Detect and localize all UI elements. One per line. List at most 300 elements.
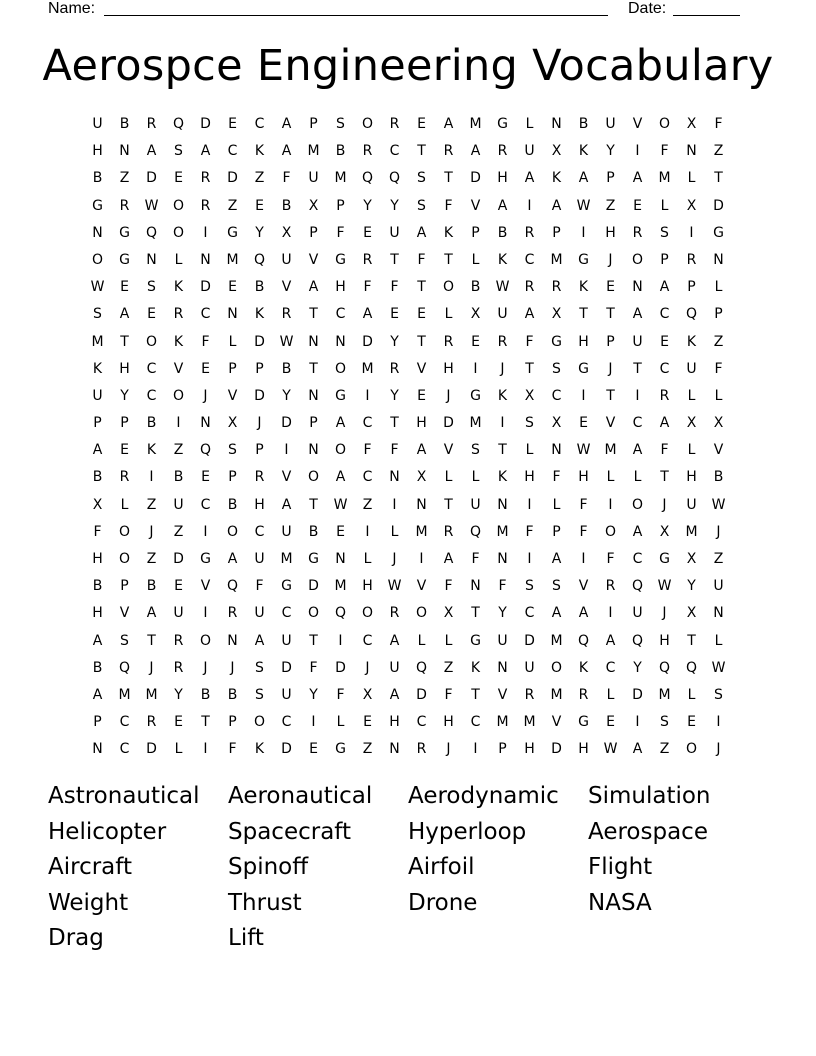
- grid-letter[interactable]: E: [417, 306, 426, 323]
- grid-letter[interactable]: Z: [713, 143, 724, 160]
- grid-letter[interactable]: H: [335, 279, 346, 296]
- grid-letter[interactable]: Z: [173, 442, 184, 459]
- grid-letter[interactable]: Z: [119, 170, 130, 187]
- grid-letter[interactable]: Y: [687, 578, 696, 595]
- grid-letter[interactable]: J: [203, 387, 208, 404]
- grid-letter[interactable]: P: [93, 415, 102, 432]
- grid-letter[interactable]: V: [605, 415, 616, 432]
- grid-letter[interactable]: O: [334, 360, 347, 377]
- grid-letter[interactable]: C: [362, 415, 373, 432]
- grid-letter[interactable]: J: [662, 496, 667, 513]
- grid-letter[interactable]: Y: [255, 224, 264, 241]
- grid-letter[interactable]: X: [551, 143, 562, 160]
- grid-letter[interactable]: S: [714, 686, 723, 703]
- grid-letter[interactable]: D: [362, 333, 373, 350]
- grid-letter[interactable]: D: [416, 686, 427, 703]
- grid-letter[interactable]: L: [174, 741, 183, 758]
- grid-letter[interactable]: J: [662, 605, 667, 622]
- grid-letter[interactable]: W: [144, 197, 159, 214]
- grid-letter[interactable]: F: [552, 469, 561, 486]
- grid-letter[interactable]: O: [334, 442, 347, 459]
- grid-letter[interactable]: U: [686, 360, 697, 377]
- grid-letter[interactable]: T: [606, 306, 615, 323]
- grid-letter[interactable]: G: [659, 551, 670, 567]
- grid-letter[interactable]: T: [633, 360, 642, 377]
- grid-letter[interactable]: H: [443, 714, 454, 731]
- grid-letter[interactable]: Q: [361, 170, 374, 187]
- grid-letter[interactable]: I: [203, 523, 208, 540]
- grid-letter[interactable]: B: [173, 469, 184, 486]
- grid-letter[interactable]: H: [92, 143, 103, 160]
- grid-letter[interactable]: A: [335, 415, 346, 432]
- grid-letter[interactable]: E: [579, 415, 588, 432]
- grid-letter[interactable]: S: [417, 170, 426, 187]
- grid-letter[interactable]: F: [525, 333, 534, 350]
- grid-letter[interactable]: C: [146, 387, 157, 404]
- grid-letter[interactable]: D: [173, 551, 184, 567]
- grid-letter[interactable]: G: [308, 551, 319, 567]
- grid-letter[interactable]: B: [470, 279, 481, 296]
- grid-letter[interactable]: R: [686, 251, 697, 268]
- grid-letter[interactable]: I: [689, 224, 694, 241]
- grid-letter[interactable]: O: [118, 523, 131, 540]
- grid-letter[interactable]: O: [631, 251, 644, 268]
- grid-letter[interactable]: F: [93, 523, 102, 540]
- grid-letter[interactable]: L: [552, 496, 561, 513]
- grid-letter[interactable]: C: [389, 143, 400, 160]
- grid-letter[interactable]: F: [336, 686, 345, 703]
- grid-letter[interactable]: F: [660, 143, 669, 160]
- grid-letter[interactable]: D: [281, 741, 292, 758]
- grid-letter[interactable]: C: [362, 632, 373, 649]
- grid-letter[interactable]: M: [496, 714, 509, 731]
- grid-letter[interactable]: N: [389, 741, 400, 758]
- grid-letter[interactable]: Q: [658, 659, 671, 676]
- grid-letter[interactable]: S: [552, 578, 561, 595]
- grid-letter[interactable]: L: [525, 442, 534, 459]
- grid-letter[interactable]: A: [632, 523, 643, 540]
- grid-letter[interactable]: F: [471, 551, 480, 567]
- grid-letter[interactable]: C: [659, 360, 670, 377]
- grid-letter[interactable]: F: [579, 523, 588, 540]
- grid-letter[interactable]: D: [551, 741, 562, 758]
- grid-letter[interactable]: V: [470, 197, 481, 214]
- grid-letter[interactable]: C: [200, 496, 211, 513]
- grid-letter[interactable]: N: [416, 496, 427, 513]
- grid-letter[interactable]: W: [279, 333, 294, 350]
- grid-letter[interactable]: C: [281, 714, 292, 731]
- grid-letter[interactable]: Y: [174, 686, 183, 703]
- grid-letter[interactable]: X: [713, 415, 724, 432]
- grid-letter[interactable]: G: [578, 360, 589, 377]
- grid-letter[interactable]: A: [551, 605, 562, 622]
- grid-letter[interactable]: B: [92, 170, 103, 187]
- grid-letter[interactable]: U: [281, 251, 292, 268]
- grid-letter[interactable]: J: [716, 741, 721, 758]
- grid-letter[interactable]: S: [93, 306, 102, 323]
- grid-letter[interactable]: V: [713, 442, 724, 459]
- grid-letter[interactable]: N: [119, 143, 130, 160]
- grid-letter[interactable]: R: [416, 741, 427, 758]
- grid-letter[interactable]: A: [119, 306, 130, 323]
- grid-letter[interactable]: X: [686, 197, 697, 214]
- grid-letter[interactable]: D: [200, 116, 211, 132]
- grid-letter[interactable]: T: [309, 496, 318, 513]
- grid-letter[interactable]: T: [660, 469, 669, 486]
- grid-letter[interactable]: C: [281, 605, 292, 622]
- grid-letter[interactable]: F: [606, 551, 615, 567]
- grid-letter[interactable]: D: [146, 741, 157, 758]
- grid-letter[interactable]: V: [308, 251, 319, 268]
- grid-letter[interactable]: K: [578, 659, 589, 676]
- grid-letter[interactable]: Q: [685, 306, 698, 323]
- grid-letter[interactable]: Q: [145, 224, 158, 241]
- grid-letter[interactable]: I: [203, 741, 208, 758]
- grid-letter[interactable]: Q: [226, 578, 239, 595]
- grid-letter[interactable]: B: [713, 469, 724, 486]
- grid-letter[interactable]: K: [443, 224, 454, 241]
- grid-letter[interactable]: N: [389, 469, 400, 486]
- grid-letter[interactable]: H: [524, 469, 535, 486]
- grid-letter[interactable]: Q: [118, 659, 131, 676]
- grid-letter[interactable]: A: [632, 741, 643, 758]
- grid-letter[interactable]: T: [714, 170, 723, 187]
- grid-letter[interactable]: D: [227, 170, 238, 187]
- grid-letter[interactable]: X: [443, 605, 454, 622]
- grid-letter[interactable]: O: [685, 741, 698, 758]
- grid-letter[interactable]: K: [254, 306, 265, 323]
- grid-letter[interactable]: T: [390, 415, 399, 432]
- grid-letter[interactable]: P: [309, 224, 318, 241]
- grid-letter[interactable]: G: [497, 116, 508, 132]
- grid-letter[interactable]: D: [254, 333, 265, 350]
- grid-letter[interactable]: H: [389, 714, 400, 731]
- grid-letter[interactable]: O: [307, 469, 320, 486]
- grid-letter[interactable]: T: [201, 714, 210, 731]
- grid-letter[interactable]: K: [173, 279, 184, 296]
- grid-letter[interactable]: K: [254, 143, 265, 160]
- grid-letter[interactable]: M: [118, 686, 131, 703]
- grid-letter[interactable]: R: [173, 659, 184, 676]
- grid-letter[interactable]: U: [254, 605, 265, 622]
- grid-letter[interactable]: U: [281, 523, 292, 540]
- grid-letter[interactable]: R: [281, 306, 292, 323]
- grid-letter[interactable]: G: [227, 224, 238, 241]
- grid-letter[interactable]: P: [228, 714, 237, 731]
- grid-letter[interactable]: C: [362, 469, 373, 486]
- grid-letter[interactable]: Q: [631, 578, 644, 595]
- grid-letter[interactable]: M: [523, 714, 536, 731]
- grid-letter[interactable]: W: [90, 279, 105, 296]
- grid-letter[interactable]: V: [416, 360, 427, 377]
- grid-letter[interactable]: U: [605, 116, 616, 132]
- grid-letter[interactable]: G: [470, 632, 481, 649]
- grid-letter[interactable]: I: [365, 523, 370, 540]
- grid-letter[interactable]: R: [200, 170, 211, 187]
- grid-letter[interactable]: N: [551, 442, 562, 459]
- grid-letter[interactable]: O: [550, 659, 563, 676]
- grid-letter[interactable]: D: [443, 415, 454, 432]
- grid-letter[interactable]: O: [415, 605, 428, 622]
- date-blank-line[interactable]: [673, 15, 740, 16]
- grid-letter[interactable]: G: [470, 387, 481, 404]
- grid-letter[interactable]: K: [470, 659, 481, 676]
- grid-letter[interactable]: I: [311, 714, 316, 731]
- grid-letter[interactable]: M: [415, 523, 428, 540]
- grid-letter[interactable]: S: [147, 279, 156, 296]
- grid-letter[interactable]: T: [417, 143, 426, 160]
- grid-letter[interactable]: A: [443, 116, 454, 132]
- grid-letter[interactable]: M: [307, 143, 320, 160]
- grid-letter[interactable]: R: [524, 224, 535, 241]
- grid-letter[interactable]: W: [495, 279, 510, 296]
- grid-letter[interactable]: U: [524, 143, 535, 160]
- grid-letter[interactable]: N: [497, 659, 508, 676]
- grid-letter[interactable]: G: [335, 251, 346, 268]
- grid-letter[interactable]: F: [201, 333, 210, 350]
- grid-letter[interactable]: S: [660, 714, 669, 731]
- grid-letter[interactable]: A: [281, 116, 292, 132]
- grid-letter[interactable]: F: [363, 279, 372, 296]
- grid-letter[interactable]: B: [227, 686, 238, 703]
- grid-letter[interactable]: T: [444, 496, 453, 513]
- grid-letter[interactable]: F: [714, 116, 723, 132]
- grid-letter[interactable]: B: [119, 116, 130, 132]
- grid-letter[interactable]: U: [632, 333, 643, 350]
- grid-letter[interactable]: K: [92, 360, 103, 377]
- grid-letter[interactable]: C: [605, 659, 616, 676]
- grid-letter[interactable]: P: [471, 224, 480, 241]
- grid-letter[interactable]: X: [659, 523, 670, 540]
- grid-letter[interactable]: Q: [199, 442, 212, 459]
- grid-letter[interactable]: A: [362, 306, 373, 323]
- grid-letter[interactable]: H: [578, 741, 589, 758]
- grid-letter[interactable]: K: [497, 469, 508, 486]
- grid-letter[interactable]: U: [389, 659, 400, 676]
- grid-letter[interactable]: B: [281, 197, 292, 214]
- grid-letter[interactable]: A: [389, 632, 400, 649]
- grid-letter[interactable]: X: [686, 415, 697, 432]
- grid-letter[interactable]: L: [444, 469, 453, 486]
- grid-letter[interactable]: X: [92, 496, 103, 513]
- grid-letter[interactable]: M: [550, 632, 563, 649]
- grid-letter[interactable]: Q: [253, 251, 266, 268]
- grid-letter[interactable]: J: [149, 523, 154, 540]
- grid-letter[interactable]: N: [308, 442, 319, 459]
- grid-letter[interactable]: U: [281, 686, 292, 703]
- grid-letter[interactable]: S: [255, 659, 264, 676]
- grid-letter[interactable]: W: [603, 741, 618, 758]
- grid-letter[interactable]: C: [551, 387, 562, 404]
- grid-letter[interactable]: L: [471, 251, 480, 268]
- grid-letter[interactable]: O: [172, 387, 185, 404]
- grid-letter[interactable]: E: [201, 469, 210, 486]
- grid-letter[interactable]: L: [687, 442, 696, 459]
- grid-letter[interactable]: Y: [120, 387, 129, 404]
- grid-letter[interactable]: L: [687, 170, 696, 187]
- grid-letter[interactable]: Y: [390, 197, 399, 214]
- grid-letter[interactable]: R: [443, 523, 454, 540]
- grid-letter[interactable]: S: [660, 224, 669, 241]
- grid-letter[interactable]: L: [660, 197, 669, 214]
- grid-letter[interactable]: G: [335, 741, 346, 758]
- grid-letter[interactable]: T: [309, 360, 318, 377]
- grid-letter[interactable]: Y: [282, 387, 291, 404]
- grid-letter[interactable]: D: [713, 197, 724, 214]
- grid-letter[interactable]: A: [416, 224, 427, 241]
- grid-letter[interactable]: D: [281, 415, 292, 432]
- grid-letter[interactable]: J: [392, 551, 397, 567]
- grid-letter[interactable]: V: [173, 360, 184, 377]
- grid-letter[interactable]: B: [92, 578, 103, 595]
- grid-letter[interactable]: T: [417, 279, 426, 296]
- grid-letter[interactable]: O: [91, 251, 104, 268]
- grid-letter[interactable]: T: [147, 632, 156, 649]
- grid-letter[interactable]: F: [714, 360, 723, 377]
- grid-letter[interactable]: H: [605, 224, 616, 241]
- grid-letter[interactable]: B: [146, 415, 157, 432]
- grid-letter[interactable]: B: [92, 469, 103, 486]
- grid-letter[interactable]: A: [281, 143, 292, 160]
- grid-letter[interactable]: D: [470, 170, 481, 187]
- grid-letter[interactable]: H: [686, 469, 697, 486]
- grid-letter[interactable]: A: [443, 551, 454, 567]
- grid-letter[interactable]: T: [309, 306, 318, 323]
- grid-letter[interactable]: O: [226, 523, 239, 540]
- grid-letter[interactable]: N: [308, 333, 319, 350]
- grid-letter[interactable]: E: [147, 306, 156, 323]
- grid-letter[interactable]: T: [309, 632, 318, 649]
- grid-letter[interactable]: C: [254, 523, 265, 540]
- grid-letter[interactable]: F: [390, 279, 399, 296]
- grid-letter[interactable]: I: [608, 605, 613, 622]
- grid-letter[interactable]: I: [581, 551, 586, 567]
- grid-letter[interactable]: Y: [390, 387, 399, 404]
- grid-letter[interactable]: E: [228, 116, 237, 132]
- grid-letter[interactable]: A: [308, 279, 319, 296]
- grid-letter[interactable]: F: [660, 442, 669, 459]
- grid-letter[interactable]: G: [551, 333, 562, 350]
- grid-letter[interactable]: E: [174, 578, 183, 595]
- grid-letter[interactable]: I: [635, 387, 640, 404]
- grid-letter[interactable]: J: [716, 523, 721, 540]
- grid-letter[interactable]: A: [632, 170, 643, 187]
- grid-letter[interactable]: X: [686, 551, 697, 567]
- grid-letter[interactable]: U: [173, 496, 184, 513]
- grid-letter[interactable]: N: [92, 741, 103, 758]
- grid-letter[interactable]: C: [416, 714, 427, 731]
- grid-letter[interactable]: A: [497, 197, 508, 214]
- grid-letter[interactable]: P: [228, 469, 237, 486]
- grid-letter[interactable]: B: [200, 686, 211, 703]
- grid-letter[interactable]: V: [227, 387, 238, 404]
- grid-letter[interactable]: I: [635, 714, 640, 731]
- grid-letter[interactable]: A: [659, 279, 670, 296]
- grid-letter[interactable]: T: [498, 442, 507, 459]
- grid-letter[interactable]: A: [578, 605, 589, 622]
- grid-letter[interactable]: D: [281, 659, 292, 676]
- grid-letter[interactable]: I: [581, 387, 586, 404]
- grid-letter[interactable]: H: [497, 170, 508, 187]
- grid-letter[interactable]: A: [92, 632, 103, 649]
- grid-letter[interactable]: M: [604, 442, 617, 459]
- grid-letter[interactable]: V: [416, 578, 427, 595]
- grid-letter[interactable]: I: [500, 415, 505, 432]
- grid-letter[interactable]: R: [497, 333, 508, 350]
- grid-letter[interactable]: I: [527, 496, 532, 513]
- grid-letter[interactable]: R: [632, 224, 643, 241]
- grid-letter[interactable]: K: [254, 741, 265, 758]
- grid-letter[interactable]: O: [199, 632, 212, 649]
- grid-letter[interactable]: C: [524, 605, 535, 622]
- grid-letter[interactable]: Y: [606, 143, 615, 160]
- grid-letter[interactable]: Q: [415, 659, 428, 676]
- grid-letter[interactable]: G: [713, 224, 724, 241]
- grid-letter[interactable]: G: [281, 578, 292, 595]
- grid-letter[interactable]: Y: [633, 659, 642, 676]
- grid-letter[interactable]: V: [281, 279, 292, 296]
- grid-letter[interactable]: M: [550, 686, 563, 703]
- grid-letter[interactable]: M: [280, 551, 293, 567]
- grid-letter[interactable]: J: [446, 741, 451, 758]
- grid-letter[interactable]: A: [200, 143, 211, 160]
- grid-letter[interactable]: I: [608, 496, 613, 513]
- grid-letter[interactable]: L: [228, 333, 237, 350]
- grid-letter[interactable]: O: [631, 496, 644, 513]
- grid-letter[interactable]: M: [469, 116, 482, 132]
- grid-letter[interactable]: Z: [443, 659, 454, 676]
- grid-letter[interactable]: A: [416, 442, 427, 459]
- grid-letter[interactable]: P: [309, 415, 318, 432]
- grid-letter[interactable]: T: [606, 387, 615, 404]
- grid-letter[interactable]: O: [658, 116, 671, 132]
- grid-letter[interactable]: U: [92, 116, 103, 132]
- grid-letter[interactable]: A: [146, 143, 157, 160]
- grid-letter[interactable]: B: [335, 143, 346, 160]
- grid-letter[interactable]: I: [473, 360, 478, 377]
- grid-letter[interactable]: O: [145, 333, 158, 350]
- grid-letter[interactable]: H: [254, 496, 265, 513]
- name-blank-line[interactable]: [104, 15, 608, 16]
- grid-letter[interactable]: D: [146, 170, 157, 187]
- grid-letter[interactable]: L: [687, 686, 696, 703]
- grid-letter[interactable]: E: [363, 224, 372, 241]
- grid-letter[interactable]: W: [657, 578, 672, 595]
- grid-letter[interactable]: F: [255, 578, 264, 595]
- grid-letter[interactable]: R: [443, 143, 454, 160]
- grid-letter[interactable]: S: [255, 686, 264, 703]
- grid-letter[interactable]: I: [284, 442, 289, 459]
- grid-letter[interactable]: I: [527, 197, 532, 214]
- grid-letter[interactable]: M: [685, 523, 698, 540]
- grid-letter[interactable]: J: [257, 415, 262, 432]
- grid-letter[interactable]: X: [308, 197, 319, 214]
- grid-letter[interactable]: S: [525, 578, 534, 595]
- grid-letter[interactable]: H: [119, 360, 130, 377]
- grid-letter[interactable]: G: [578, 251, 589, 268]
- grid-letter[interactable]: K: [551, 170, 562, 187]
- grid-letter[interactable]: N: [227, 306, 238, 323]
- grid-letter[interactable]: P: [498, 741, 507, 758]
- grid-letter[interactable]: Q: [685, 659, 698, 676]
- grid-letter[interactable]: P: [120, 415, 129, 432]
- grid-letter[interactable]: L: [174, 251, 183, 268]
- grid-letter[interactable]: N: [713, 605, 724, 622]
- grid-letter[interactable]: T: [471, 605, 480, 622]
- grid-letter[interactable]: X: [551, 415, 562, 432]
- grid-letter[interactable]: N: [713, 251, 724, 268]
- grid-letter[interactable]: I: [203, 224, 208, 241]
